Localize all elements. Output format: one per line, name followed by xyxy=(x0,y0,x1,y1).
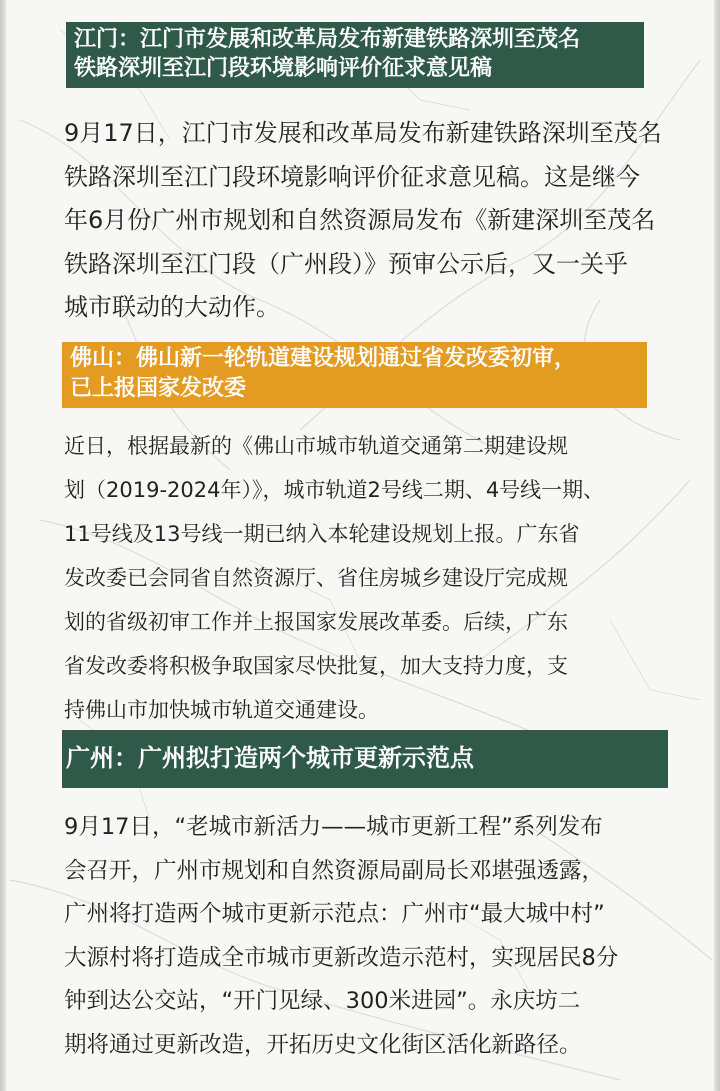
foshan-heading-banner xyxy=(62,342,647,408)
guangzhou-heading: 广州：广州拟打造两个城市更新示范点 xyxy=(66,744,474,772)
jiangmen-heading: 江门：江门市发展和改革局发布新建铁路深圳至茂名 铁路深圳至江门段环境影响评价征求意见稿 xyxy=(74,27,581,81)
guangzhou-paragraph: 9月17日，“老城市新活力——城市更新工程”系列发布 会召开，广州市规划和自然资源局副局长邓堪强透露， 广州将打造两个城市更新示范点：广州市“最大城中村” 大源村将打造成全市城市更新改造示范村，实现居民8分 钟到达公交站，“开门见绿、300米进园”。永庆坊二 期将通过更新改造，开拓历史文化街区活化新路径。 xyxy=(64,814,619,1058)
guangzhou-heading-banner xyxy=(62,730,668,788)
jiangmen-paragraph: 9月17日，江门市发展和改革局发布新建铁路深圳至茂名 铁路深圳至江门段环境影响评价征求意见稿。这是继今 年6月份广州市规划和自然资源局发布《新建深圳至茂名 铁路深圳至江门段（广州段）》预审公示后，又一关乎 城市联动的大动作。 xyxy=(64,119,662,322)
foshan-heading: 佛山：佛山新一轮轨道建设规划通过省发改委初审， 已上报国家发改委 xyxy=(70,346,577,401)
foshan-paragraph: 近日，根据最新的《佛山市城市轨道交通第二期建设规 划（2019-2024年）》，城市轨道2号线二期、4号线一期、 11号线及13号线一期已纳入本轮建设规划上报。广东省 发改委已会同省自然资源厅、省住房城乡建设厅完成规 划的省级初审工作并上报国家发展改革委。后续，广东 省发改委将积极争取国家尽快批复，加大支持力度，支 持佛山市加快城市轨道交通建设。 xyxy=(64,434,605,722)
jiangmen-heading-banner xyxy=(66,22,644,88)
